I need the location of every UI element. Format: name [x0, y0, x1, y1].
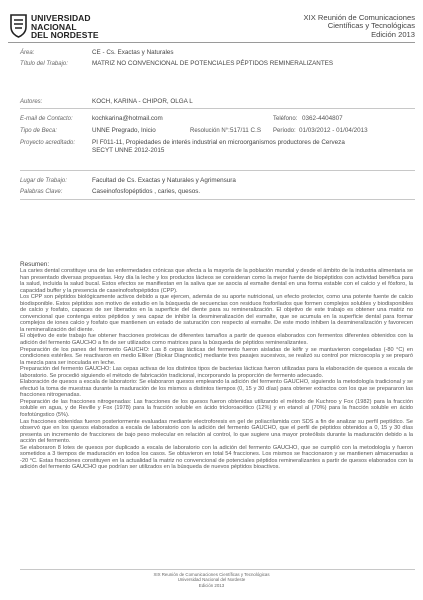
workplace-value: Facultad de Cs. Exactas y Naturales y Agrimensura	[92, 177, 236, 184]
footer-line-1: XIX Reunión de Comunicaciones Científicas y Tecnológicas	[153, 572, 270, 577]
keywords-label: Palabras Clave:	[20, 189, 63, 195]
title-value: MATRIZ NO CONVENCIONAL DE POTENCIALES PÉPTIDOS REMINERALIZANTES	[92, 60, 334, 67]
abstract-paragraph: Preparación de las fracciones nitrogenadas: Las fracciones de los quesos fueron obtenidas utilizando el método de Kuchroo y Fox (1982) para la fracción soluble en agua, y de Reville y Fox (1978) para la fracción soluble en ácido tricloroacético (12%) y en etanol al (70%) para la fracción soluble en ácido fosfotúngstico (5%).	[20, 398, 413, 419]
abstract-paragraph: Elaboración de quesos a escala de laboratorio: Se elaboraron quesos empleando la adición del fermento GAUCHO, siguiendo la metodología tradicional y se efectuó la toma de muestras durante la maduración de los mismos a distintos tiempos (0, 15 y 30 días) para obtener extractos con los que se prepararon las fracciones nitrogenadas.	[20, 379, 413, 399]
logo-line-3: DEL NORDESTE	[31, 30, 99, 41]
abstract-paragraph: Se elaboraron 8 lotes de quesos por duplicado a escala de laboratorio con la adición del fermento GAUCHO, que se cumplió con la metodología y fueron sometidos a 3 tiempos de maduración en todos los casos. Se obtuvieron en total 54 fracciones. Los mismos se fraccionaron y se mantienen almacenadas a -20 °C. Estas fracciones constituyen en la actualidad la matriz no convencional de potenciales péptidos remineralizantes a partir de quesos elaborados con la adición del fermento GAUCHO que podrían ser utilizados en la búsqueda de nuevos péptidos bioactivos.	[20, 444, 413, 471]
authors-label: Autores:	[20, 99, 43, 105]
abstract-paragraph: Preparación de los panes del fermento GAUCHO: Las 8 cepas lácticas del fermento fueron aisladas de kéfir y se mantuvieron congeladas (-80 °C) en condiciones estériles. Se reactivaron en medio Elliker (Biokar Diagnostic) mediante tres pasajes sucesivos, se realizó su control por microscopía y se preparó la mezcla para ser inoculada en leche.	[20, 346, 413, 366]
period-label: Período:	[273, 128, 296, 134]
email-label: E-mail de Contacto:	[20, 116, 73, 122]
resolution-label: Resolución N°:	[190, 128, 230, 134]
area-label: Área:	[20, 50, 35, 56]
section-divider	[20, 199, 415, 200]
page-footer	[0, 572, 423, 588]
event-title: XIX Reunión de Comunicaciones	[303, 13, 415, 22]
keywords-value: Caseinofosfopéptidos , caries, quesos.	[92, 188, 201, 195]
abstract-title: Resumen:	[20, 261, 50, 268]
title-label: Título del Trabajo:	[20, 61, 68, 67]
university-name	[31, 14, 99, 40]
event-subtitle: Científicas y Tecnológicas	[327, 21, 415, 31]
university-emblem-icon	[10, 14, 27, 38]
email-value: kochkarina@hotmail.com	[92, 115, 163, 122]
footer-line-3: Edición 2013	[198, 582, 225, 588]
header-divider	[8, 42, 415, 43]
workplace-label: Lugar de Trabajo:	[20, 178, 67, 184]
phone-label: Teléfono:	[273, 116, 298, 122]
university-logo	[10, 14, 110, 40]
resolution-value: 517/11 C.S	[230, 127, 262, 134]
event-header	[304, 14, 415, 39]
abstract-paragraph: Las fracciones obtenidas fueron posteriormente evaluadas mediante electroforesis en gel de poliacrilamida con SDS a fin de analizar su perfil peptídico. Se observó que en los quesos elaborados a escala de laboratorio con la adición del fermento GAUCHO, que el perfil de péptidos obtenidos a 0, 15 y 30 días presenta un incremento de fracciones de bajo peso molecular en relación al control, lo que sugiere una mayor proteólisis durante la maduración debido a la acción del fermento.	[20, 418, 413, 445]
logo-line-2: NACIONAL	[31, 21, 77, 32]
period-value: 01/03/2012 - 01/04/2013	[299, 127, 368, 134]
abstract-paragraph: La caries dental constituye una de las enfermedades crónicas que afecta a la mayoría de la población mundial y desde el ámbito de la industria alimentaria se han presentado diversas propuestas. Hoy día la leche y los productos lácteos se consideran como la mejor fuente de biopéptidos con actividad benéfica para la salud, incluida la salud bucal. Estos efectos se manifiestan en la saliva que se asocia al esmalte dental en una forma estable con el calcio y el fósforo, la capacidad buffer y la presencia de caseinofosfopéptidos (CPP).	[20, 268, 413, 294]
scholarship-type-value: UNNE Pregrado, Inicio	[92, 127, 156, 134]
logo-line-1: UNIVERSIDAD	[31, 13, 91, 23]
phone-value: 0362-4404807	[302, 115, 343, 122]
project-value-line2: SECYT UNNE 2012-2015	[92, 147, 165, 154]
project-label: Proyecto acreditado:	[20, 140, 76, 146]
abstract-paragraph: El objetivo de este trabajo fue obtener fracciones proteicas de diferentes tamaños a partir de quesos elaborados con fermentos diferentes obtenidos con la adición del fermento GAUCHO a fin de ser utilizados como matrices para la búsqueda de péptidos remineralizantes.	[20, 333, 413, 347]
abstract-body	[20, 268, 413, 564]
footer-divider	[20, 569, 415, 570]
area-value: CE - Cs. Exactas y Naturales	[92, 49, 174, 56]
scholarship-type-label: Tipo de Beca:	[20, 128, 57, 134]
event-edition: Edición 2013	[371, 29, 415, 39]
section-divider	[20, 108, 415, 109]
abstract-paragraph: Los CPP son péptidos biológicamente activos debido a que ejercen, además de su aporte nutricional, un efecto protector, como una potente fuente de calcio biodisponible. Estos péptidos son motivo de estudio en la búsqueda de secuencias con residuos fosforilados que formen complejos solubles y biodisponibles de calcio y fosfato, capaces de ser liberados en la superficie del diente para su remineralización. El objetivo de este trabajo es obtener una matriz no convencional que contenga estos péptidos y sea capaz de inhibir la desmineralización del esmalte, que se acumula en la superficie dental para formar complejos de iones calcio y fosfato que mantienen un estado de saturación con respecto al esmalte. De este modo inhiben la desmineralización y favorecen la remineralización del diente.	[20, 294, 413, 333]
abstract-paragraph: Preparación del fermento GAUCHO: Las cepas activas de los distintos tipos de bacterias lácticas fueron utilizadas para la elaboración de quesos a escala de laboratorio. Se procedió siguiendo el método de fabricación tradicional, incorporando la proporción de fermento adecuado.	[20, 366, 413, 379]
footer-line-2: Universidad Nacional del Nordeste	[177, 577, 246, 583]
authors-value: KOCH, KARINA - CHIPOR, OLGA L	[92, 98, 193, 105]
project-value-line1: PI F011-11, Propiedades de interés industrial en microorganismos productores de Cerveza	[92, 139, 345, 146]
section-divider	[20, 170, 415, 171]
